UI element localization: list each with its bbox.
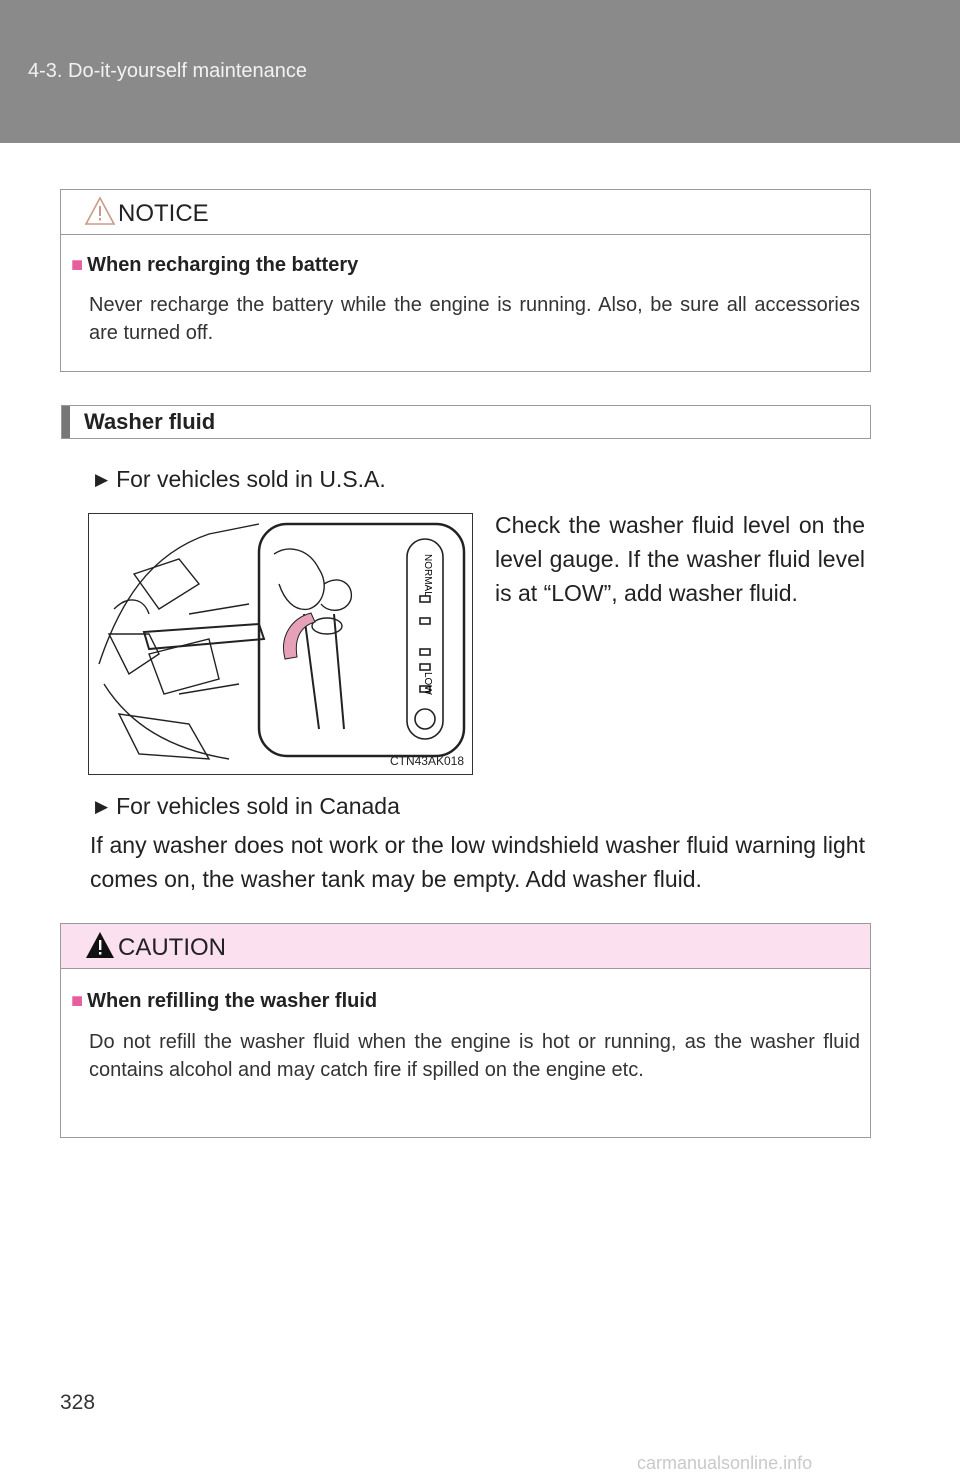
notice-body: Never recharge the battery while the engine is running. Also, be sure all accessories are turned off. [89,294,860,344]
canada-label: For vehicles sold in Canada [116,793,400,819]
caution-subhead-text: When refilling the washer fluid [87,990,378,1012]
triangle-right-icon: ▶ [95,470,109,489]
triangle-right-icon: ▶ [95,797,109,816]
caution-box [60,923,871,1138]
section-title: Washer fluid [84,409,216,434]
canada-paragraph: If any washer does not work or the low windshield washer fluid warning light comes on, the washer tank may be empty. Add washer fluid. [90,832,865,892]
notice-title-row [61,190,870,235]
caution-title-row [61,924,870,969]
warning-outline-icon [84,196,116,226]
usa-label: For vehicles sold in U.S.A. [116,466,386,492]
notice-box [60,189,871,372]
page-number: 328 [60,1391,96,1414]
watermark: carmanualsonline.info [637,1453,813,1473]
warning-filled-icon [84,930,116,960]
notice-title: NOTICE [118,200,209,227]
section-header [61,405,871,439]
figure-code: CTN43AK018 [389,754,464,768]
section-breadcrumb: 4-3. Do-it-yourself maintenance [28,60,308,82]
canada-bullet [95,793,400,820]
notice-subhead [71,254,358,277]
caution-body: Do not refill the washer fluid when the engine is hot or running, as the washer fluid contains alcohol and may catch fire if spilled on the engine etc. [89,1031,860,1081]
notice-subhead-text: When recharging the battery [87,254,359,276]
square-icon: ■ [71,990,84,1012]
square-icon: ■ [71,254,84,276]
usa-bullet [95,466,386,493]
gauge-label-normal: NORMAL [422,554,433,597]
caution-subhead [71,990,377,1013]
washer-illustration [88,513,473,775]
gauge-label-low: LOW [422,672,433,695]
caution-title: CAUTION [118,934,226,961]
engine-bay-illustration [89,514,472,774]
usa-paragraph: Check the washer fluid level on the level gauge. If the washer fluid level is at “LOW”, add washer fluid. [495,512,865,606]
header-band [0,0,960,143]
